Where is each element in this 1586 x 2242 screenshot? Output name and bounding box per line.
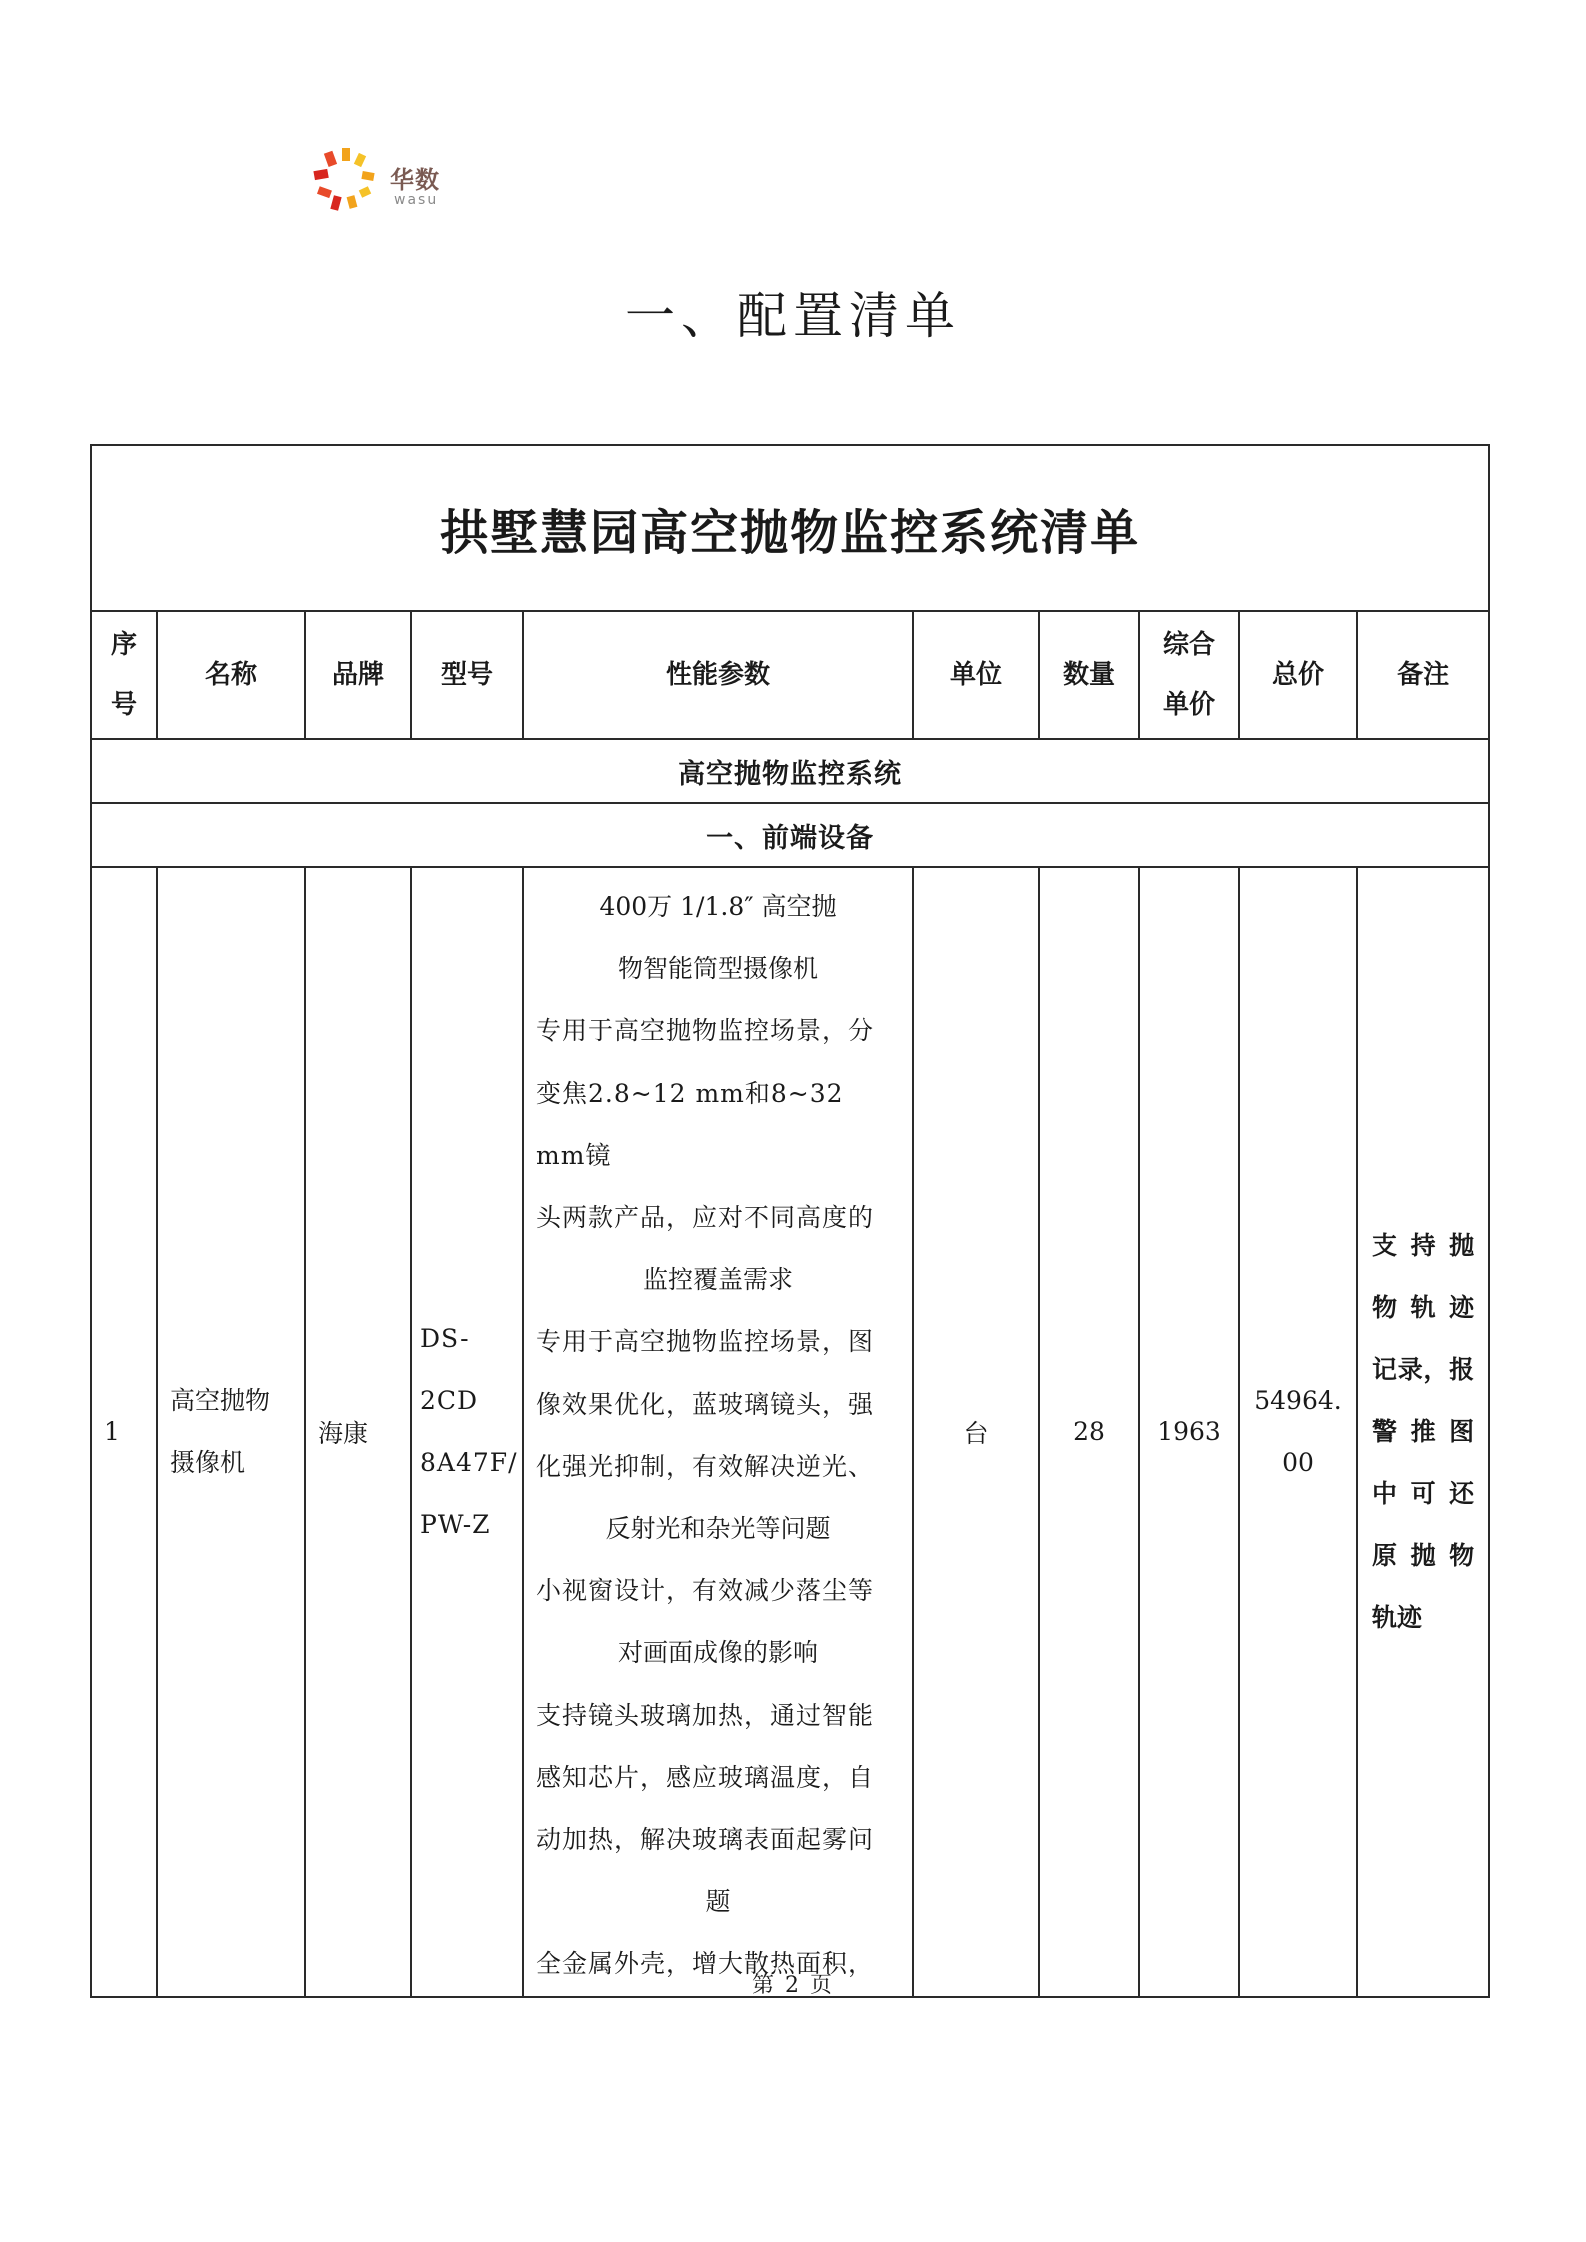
header-brand: 品牌 (305, 611, 411, 739)
header-params: 性能参数 (523, 611, 913, 739)
cell-qty: 28 (1039, 867, 1139, 1997)
header-unit: 单位 (913, 611, 1039, 739)
page-title: 一、配置清单 (625, 287, 961, 345)
cell-model: DS-2CD 8A47F/ PW-Z (411, 867, 523, 1997)
logo-text-cn: 华数 (390, 166, 440, 194)
cell-brand: 海康 (305, 867, 411, 1997)
section-title: 高空抛物监控系统 (91, 739, 1489, 803)
cell-unit: 台 (913, 867, 1039, 1997)
page-number: 第 2 页 (752, 1973, 834, 1998)
table-title: 拱墅慧园高空抛物监控系统清单 (91, 445, 1489, 611)
header-qty: 数量 (1039, 611, 1139, 739)
table-row (91, 867, 1489, 1997)
cell-total: 54964. 00 (1239, 867, 1357, 1997)
header-name: 名称 (157, 611, 305, 739)
cell-remark: 支持抛 物轨迹 记录，报 警推图 中可还 原抛物 轨迹 (1357, 867, 1489, 1997)
wasu-sun-icon (312, 146, 382, 216)
header-seq: 序 号 (91, 611, 157, 739)
header-total: 总价 (1239, 611, 1357, 739)
cell-seq: 1 (91, 867, 157, 1997)
subsection-title: 一、前端设备 (91, 803, 1489, 867)
cell-price: 1963 (1139, 867, 1239, 1997)
wasu-logo (312, 146, 462, 216)
section-row (91, 739, 1489, 803)
subsection-row (91, 803, 1489, 867)
logo-text-en: wasu (394, 192, 439, 208)
header-price: 综合 单价 (1139, 611, 1239, 739)
cell-params: 400万 1/1.8″ 高空抛 物智能筒型摄像机 专用于高空抛物监控场景，分 变焦2.8~12 mm和8~32 mm镜 头两款产品，应对不同高度的 监控覆盖需求 专用于高空抛物监控场景，图 像效果优化，蓝玻璃镜头，强 化强光抑制，有效解决逆光、 反射光和杂光等问题 小视窗设计，有效减少落尘等 对画面成像的影响 支持镜头玻璃加热，通过智能 感知芯片，感应玻璃温度，自 动加热，解决玻璃表面起雾问 题 全金属外壳，增大散热面积， (523, 867, 913, 1997)
header-model: 型号 (411, 611, 523, 739)
cell-name: 高空抛物 摄像机 (157, 867, 305, 1997)
table-header-row (91, 611, 1489, 739)
config-list-table (90, 444, 1490, 1998)
header-remark: 备注 (1357, 611, 1489, 739)
